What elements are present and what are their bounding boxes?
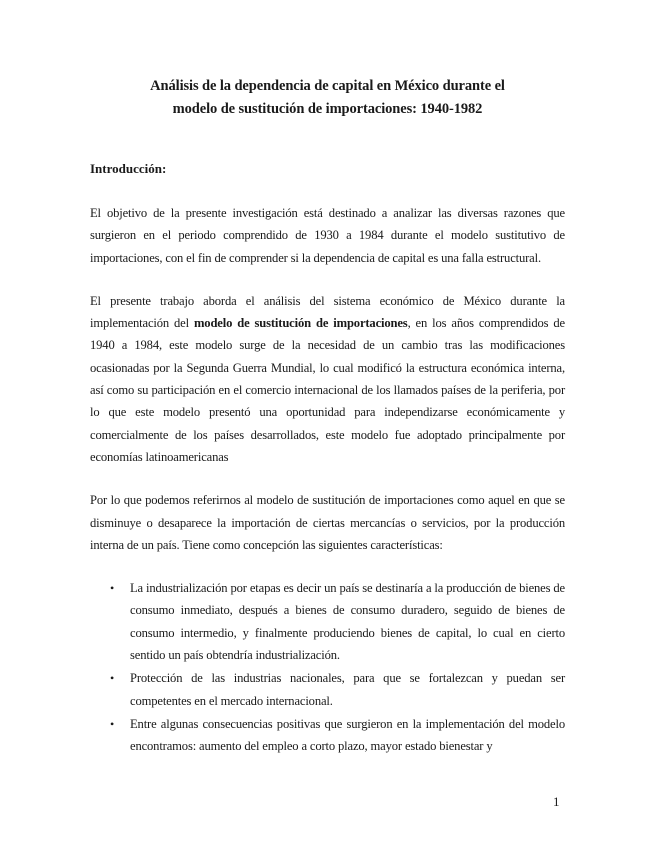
page-number: 1 [553,794,560,809]
bullet-icon: • [110,671,115,686]
list-item [90,577,565,666]
paragraph-overview-end: , en los años comprendidos de 1940 a 1984, este modelo surge de la necesidad de un cambio tras las modificaciones ocasionadas por la Segunda Guerra Mundial, lo cual modificó la estructura económica interna, así como su participación en el comercio internacional de los llamados países de la periferia, por lo que este modelo presentó una oportunidad para independizarse económicamente y comercialmente de los países desarrollados, este modelo fue adoptado principalmente por economías latinoamericanas [90,316,565,464]
characteristics-list [90,577,565,757]
paragraph-overview-start: El presente trabajo aborda el análisis del sistema económico de México durante la implementación del [90,293,565,331]
paragraph-overview-emphasis: modelo de sustitución de importaciones [193,316,408,331]
title-line-2: modelo de sustitución de importaciones: 1940-1982 [172,101,483,117]
list-item-text: Entre algunas consecuencias positivas que surgieron en la implementación del modelo encontramos: aumento del empleo a corto plazo, mayor estado bienestar y [130,716,565,754]
section-heading-introduccion: Introducción: [90,161,167,176]
list-item-text: Protección de las industrias nacionales, para que se fortalezcan y puedan ser competentes en el mercado internacional. [130,671,565,708]
list-item-text: La industrialización por etapas es decir un país se destinaría a la producción de bienes de consumo inmediato, después a bienes de consumo duradero, seguido de bienes de consumo intermedio, y finalmente produciendo bienes de capital, lo cual en cierto sentido un país obtendría industrialización. [130,581,565,663]
list-item [90,667,565,712]
paragraph-objective: El objetivo de la presente investigación está destinado a analizar las diversas razones que surgieron en el periodo comprendido de 1930 a 1984 durante el modelo sustitutivo de importaciones, con el fin de comprender si la dependencia de capital es una falla estructural. [90,206,565,265]
bullet-icon: • [110,716,115,731]
title-line-1: Análisis de la dependencia de capital en México durante el [150,78,505,94]
page-content [90,75,565,759]
bullet-icon: • [110,581,115,596]
paragraph-overview [90,290,565,468]
document-title [90,75,565,121]
list-item [90,713,565,758]
paragraph-definition: Por lo que podemos referirnos al modelo de sustitución de importaciones como aquel en que se disminuye o desaparece la importación de ciertas mercancías o servicios, por la producción interna de un país. Tiene como concepción las siguientes características: [90,493,565,552]
